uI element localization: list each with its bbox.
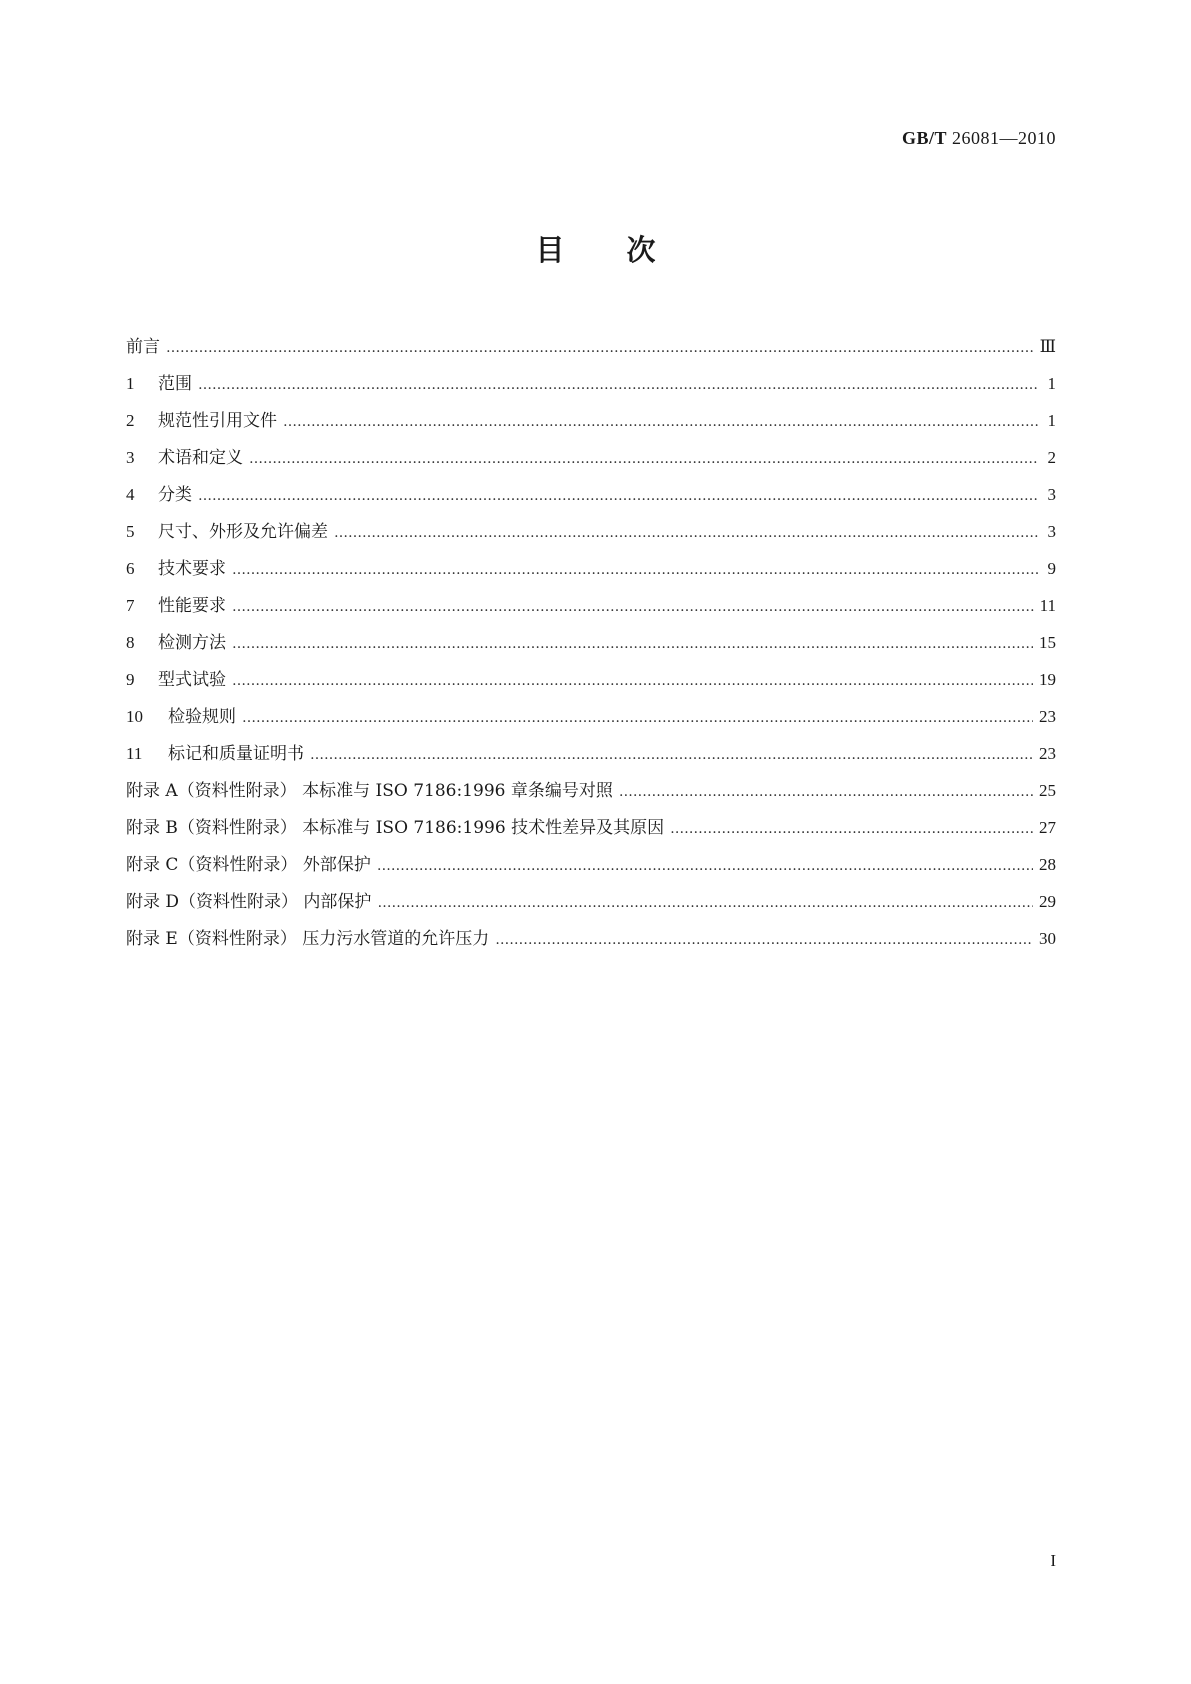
toc-entry-text: 尺寸、外形及允许偏差	[158, 522, 328, 542]
toc-entry-label	[126, 332, 160, 357]
toc-entry-text: 标记和质量证明书	[168, 744, 304, 764]
toc-entry-page: 1	[1047, 411, 1056, 430]
page-number: I	[1050, 1551, 1056, 1570]
toc-dot-leader	[232, 596, 1034, 616]
toc-entry-page: 3	[1047, 485, 1056, 504]
toc-entry-number: 11	[126, 744, 143, 763]
toc-dot-leader	[198, 374, 1038, 394]
toc-entry-text: 术语和定义	[158, 448, 243, 468]
toc-entry-page: 15	[1039, 633, 1056, 652]
toc-dot-leader	[249, 448, 1038, 468]
toc-entry-label	[126, 628, 226, 653]
toc-dot-leader	[495, 929, 1033, 949]
toc-dot-leader	[670, 818, 1033, 838]
toc-entry-number: 3	[126, 448, 135, 467]
toc-entry-page: 30	[1039, 929, 1056, 948]
toc-entry-text: 范围	[158, 374, 192, 394]
toc-entry[interactable]	[126, 628, 1056, 665]
toc-entry-number: 7	[126, 596, 135, 615]
toc-entry[interactable]	[126, 591, 1056, 628]
toc-dot-leader	[166, 337, 1034, 357]
toc-entry-label	[126, 665, 226, 690]
toc-entry-label	[126, 406, 277, 431]
toc-dot-leader	[377, 855, 1033, 875]
toc-dot-leader	[283, 411, 1038, 431]
toc-dot-leader	[232, 670, 1033, 690]
toc-dot-leader	[198, 485, 1038, 505]
toc-entry[interactable]	[126, 739, 1056, 776]
toc-entry[interactable]	[126, 554, 1056, 591]
toc-entry-page: 1	[1047, 374, 1056, 393]
toc-entry-text: 附录 D（资料性附录） 内部保护	[126, 892, 372, 912]
toc-entry-text: 附录 C（资料性附录） 外部保护	[126, 855, 371, 875]
toc-entry-page: 27	[1039, 818, 1056, 837]
toc-dot-leader	[232, 559, 1038, 579]
toc-entry[interactable]	[126, 887, 1056, 924]
toc-entry-text: 检测方法	[158, 633, 226, 653]
toc-entry[interactable]	[126, 776, 1056, 813]
toc-entry[interactable]	[126, 517, 1056, 554]
toc-entry-number: 1	[126, 374, 135, 393]
toc-entry-page: 23	[1039, 707, 1056, 726]
toc-entry-label	[126, 702, 236, 727]
toc-entry-page: 25	[1039, 781, 1056, 800]
toc-dot-leader	[334, 522, 1038, 542]
toc-entry-label	[126, 813, 664, 838]
standard-code	[902, 128, 1056, 149]
toc-entry-page: 29	[1039, 892, 1056, 911]
standard-number: 26081—2010	[952, 128, 1056, 148]
toc-entry-label	[126, 443, 243, 468]
toc-entry-number: 6	[126, 559, 135, 578]
toc-entry[interactable]	[126, 480, 1056, 517]
toc-entry[interactable]	[126, 924, 1056, 961]
toc-dot-leader	[310, 744, 1033, 764]
toc-entry[interactable]	[126, 813, 1056, 850]
toc-entry-number: 10	[126, 707, 143, 726]
toc-entry-label	[126, 480, 192, 505]
toc-entry-page: 2	[1047, 448, 1056, 467]
toc-entry-page: 28	[1039, 855, 1056, 874]
toc-entry-page: Ⅲ	[1039, 337, 1056, 356]
toc-entry-text: 前言	[126, 337, 160, 357]
toc-dot-leader	[619, 781, 1033, 801]
toc-list	[126, 332, 1056, 961]
toc-entry-text: 技术要求	[158, 559, 226, 579]
toc-entry[interactable]	[126, 406, 1056, 443]
toc-entry-text: 规范性引用文件	[158, 411, 277, 431]
toc-entry-text: 附录 E（资料性附录） 压力污水管道的允许压力	[126, 929, 490, 949]
toc-entry-label	[126, 369, 192, 394]
toc-entry[interactable]	[126, 332, 1056, 369]
toc-entry-text: 检验规则	[168, 707, 236, 727]
toc-entry-number: 2	[126, 411, 135, 430]
toc-entry-label	[126, 554, 226, 579]
toc-entry-text: 附录 A（资料性附录） 本标准与 ISO 7186:1996 章条编号对照	[126, 781, 613, 801]
toc-entry-number: 5	[126, 522, 135, 541]
toc-entry-page: 23	[1039, 744, 1056, 763]
toc-entry-label	[126, 776, 613, 801]
standard-prefix: GB/T	[901, 128, 947, 148]
toc-dot-leader	[377, 892, 1033, 912]
toc-entry-text: 性能要求	[158, 596, 226, 616]
toc-dot-leader	[242, 707, 1033, 727]
toc-entry-number: 9	[126, 670, 135, 689]
toc-entry[interactable]	[126, 369, 1056, 406]
toc-entry-page: 11	[1039, 596, 1056, 615]
toc-entry-label	[126, 887, 371, 912]
toc-entry-label	[126, 591, 226, 616]
toc-entry-label	[126, 850, 371, 875]
toc-dot-leader	[232, 633, 1033, 653]
toc-entry-label	[126, 517, 328, 542]
toc-entry-page: 19	[1039, 670, 1056, 689]
toc-entry[interactable]	[126, 443, 1056, 480]
toc-entry-page: 3	[1047, 522, 1056, 541]
toc-entry-label	[126, 924, 489, 949]
toc-entry-number: 8	[126, 633, 135, 652]
toc-entry[interactable]	[126, 702, 1056, 739]
toc-entry-page: 9	[1047, 559, 1056, 578]
toc-entry[interactable]	[126, 850, 1056, 887]
toc-entry-number: 4	[126, 485, 135, 504]
toc-entry-text: 型式试验	[158, 670, 226, 690]
toc-entry-text: 分类	[158, 485, 192, 505]
toc-entry-text: 附录 B（资料性附录） 本标准与 ISO 7186:1996 技术性差异及其原因	[126, 818, 665, 838]
toc-title: 目次	[535, 233, 718, 267]
toc-entry[interactable]	[126, 665, 1056, 702]
toc-entry-label	[126, 739, 304, 764]
